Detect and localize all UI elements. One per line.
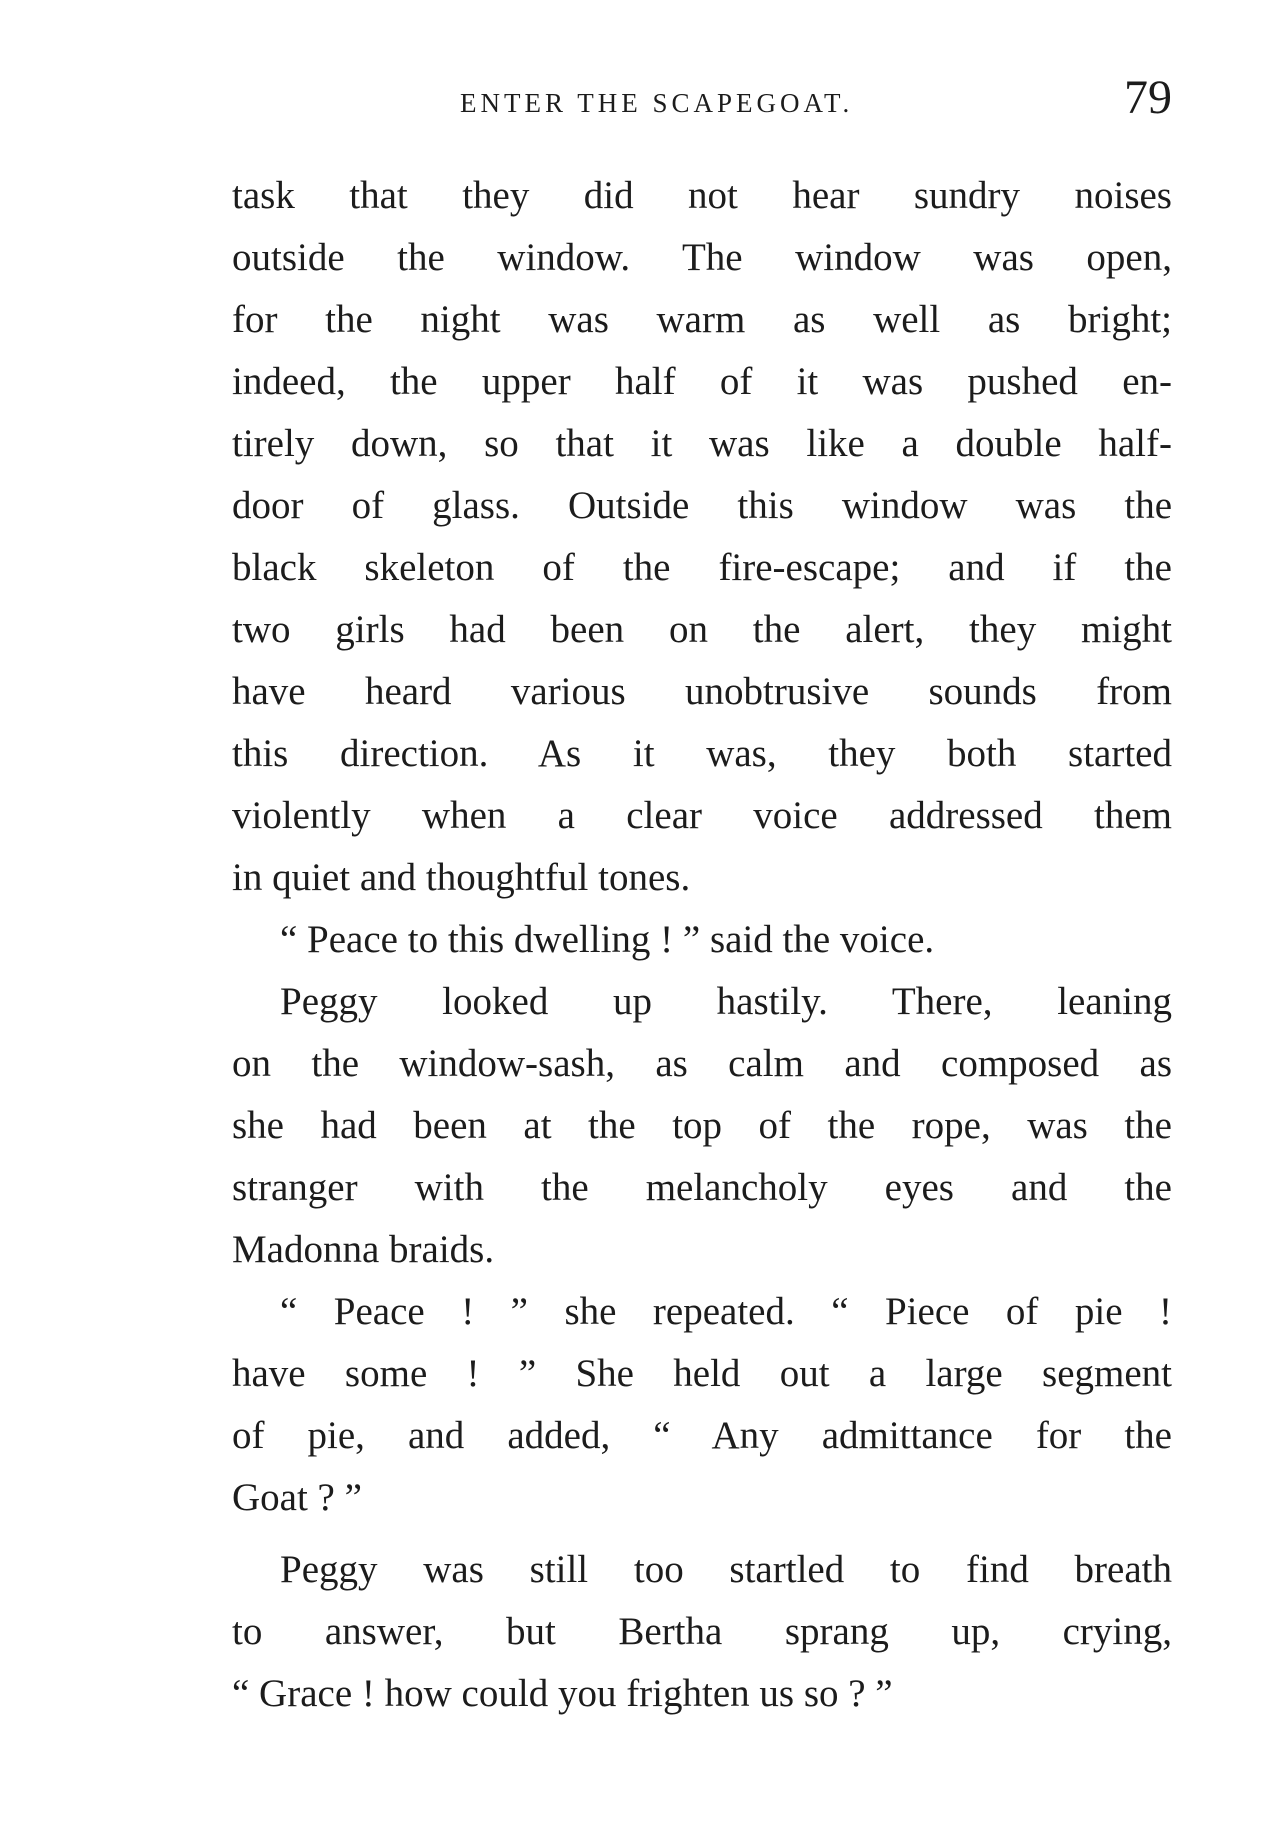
- text-line: Madonna braids.: [232, 1228, 495, 1271]
- paragraph: [232, 1539, 1172, 1725]
- text-line: she had been at the top of the rope, was the: [232, 1104, 1172, 1147]
- text-line: Peggy was still too startled to find breath: [280, 1548, 1172, 1591]
- text-line: stranger with the melancholy eyes and the: [232, 1166, 1172, 1209]
- text-line: Goat ? ”: [232, 1476, 362, 1519]
- text-line: tirely down, so that it was like a double half-: [232, 422, 1172, 465]
- paragraph: [232, 1281, 1172, 1529]
- page-number: 79: [1124, 71, 1172, 124]
- text-line: black skeleton of the fire-escape; and if the: [232, 546, 1172, 589]
- text-line: for the night was warm as well as bright;: [232, 298, 1172, 341]
- text-line: have some ! ” She held out a large segment: [232, 1352, 1172, 1395]
- text-line: violently when a clear voice addressed them: [232, 794, 1172, 837]
- text-line: two girls had been on the alert, they might: [232, 608, 1172, 651]
- text-line: task that they did not hear sundry noises: [232, 174, 1172, 217]
- text-line: indeed, the upper half of it was pushed en-: [232, 360, 1172, 403]
- text-line: “ Grace ! how could you frighten us so ? ”: [232, 1672, 893, 1715]
- paragraph-gap: [232, 1529, 1172, 1539]
- text-line: have heard various unobtrusive sounds from: [232, 670, 1172, 713]
- text-line: of pie, and added, “ Any admittance for the: [232, 1414, 1172, 1457]
- body-text: [232, 165, 1172, 1725]
- text-line: “ Peace ! ” she repeated. “ Piece of pie !: [280, 1290, 1172, 1333]
- text-line: to answer, but Bertha sprang up, crying,: [232, 1610, 1172, 1653]
- paragraph: [232, 971, 1172, 1281]
- text-line: outside the window. The window was open,: [232, 236, 1172, 279]
- paragraph: [232, 165, 1172, 909]
- text-line: door of glass. Outside this window was the: [232, 484, 1172, 527]
- text-line: Peggy looked up hastily. There, leaning: [280, 980, 1172, 1023]
- text-line: this direction. As it was, they both started: [232, 732, 1172, 775]
- text-line: in quiet and thoughtful tones.: [232, 856, 691, 899]
- text-line: on the window-sash, as calm and composed as: [232, 1042, 1172, 1085]
- paragraph: [232, 909, 1172, 971]
- running-title: ENTER THE SCAPEGOAT.: [460, 88, 854, 118]
- text-line: “ Peace to this dwelling ! ” said the voice.: [280, 918, 935, 961]
- running-head: [232, 70, 1172, 130]
